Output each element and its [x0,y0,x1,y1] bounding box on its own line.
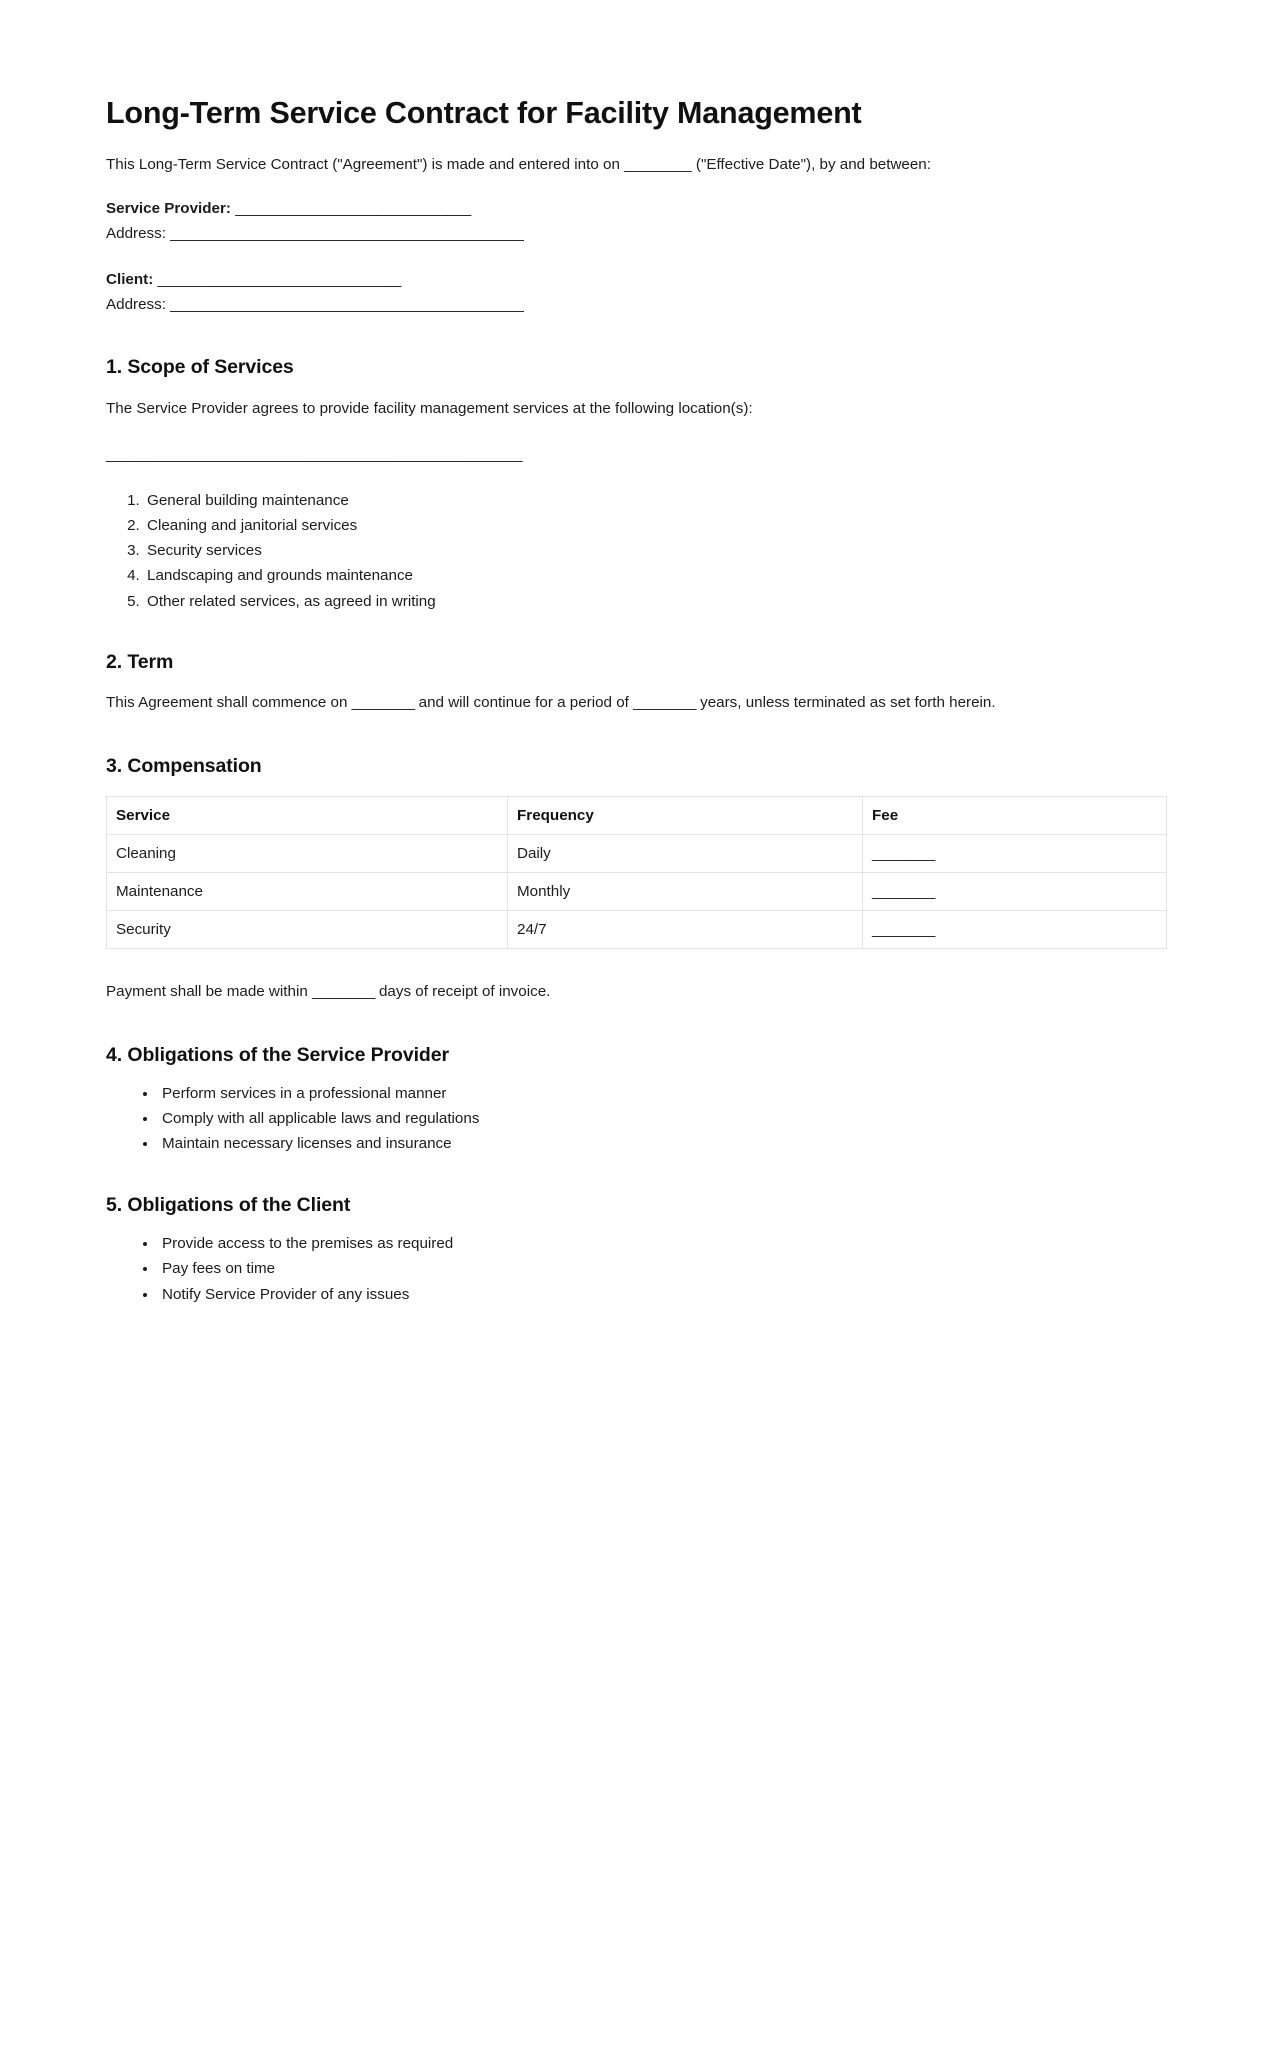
service-provider-address-line [106,223,1166,246]
section-heading-client-obligations: 5. Obligations of the Client [106,1193,351,1216]
table-row [107,873,1167,911]
document-body [106,96,1166,1304]
client-address-label: Address: [106,295,166,313]
section-heading-term: 2. Term [106,650,174,673]
client-block [106,269,1166,316]
cell-fee-blank[interactable]: ________ [863,873,1167,911]
cell-service: Maintenance [107,873,508,911]
service-provider-block [106,198,1166,245]
table-header-row [107,797,1167,835]
scope-location-blank[interactable]: _____________________________________________________ [106,446,522,464]
term-paragraph [106,692,1166,715]
term-commence-blank[interactable]: ________ [351,694,415,712]
term-text-2: and will continue for a period of [414,694,634,712]
cell-service: Cleaning [107,835,508,873]
scope-services-list [106,492,1166,611]
table-row [107,835,1167,873]
cell-fee-blank[interactable]: ________ [863,835,1167,873]
client-obligations-list [106,1235,1166,1304]
scope-intro-paragraph: The Service Provider agrees to provide facility management services at the following location(s): [106,399,753,417]
service-provider-address-blank[interactable]: _____________________________________________ [170,224,524,242]
table-row [107,911,1167,949]
service-provider-blank[interactable]: ______________________________ [235,200,471,218]
cell-frequency: Daily [508,835,863,873]
column-header-fee: Fee [863,797,1167,835]
term-text-1: This Agreement shall commence on [106,694,352,712]
service-provider-label: Service Provider: [106,200,231,218]
provider-obligations-list [106,1085,1166,1154]
service-provider-line [106,198,1166,221]
term-period-blank[interactable]: ________ [633,694,696,712]
list-item: 3. Security services [144,542,1166,560]
list-item: 4. Landscaping and grounds maintenance [144,567,1166,585]
list-item: • Perform services in a professional manner [158,1085,1166,1103]
list-item: • Pay fees on time [158,1260,1166,1278]
payment-paragraph [106,981,1166,1004]
section-heading-provider-obligations: 4. Obligations of the Service Provider [106,1043,449,1066]
client-address-blank[interactable]: _____________________________________________ [170,295,524,313]
client-line [106,269,1166,292]
payment-text-2: days of receipt of invoice. [374,983,551,1001]
list-item: • Maintain necessary licenses and insurance [158,1135,1166,1153]
client-label: Client: [106,271,154,289]
party-spacer [106,247,1166,269]
section-heading-scope: 1. Scope of Services [106,356,294,379]
column-header-frequency: Frequency [508,797,863,835]
list-item: 5. Other related services, as agreed in writing [144,593,1166,611]
cell-fee-blank[interactable]: ________ [863,911,1167,949]
service-provider-address-label: Address: [106,224,166,242]
payment-days-blank[interactable]: ________ [311,983,375,1001]
list-item: • Comply with all applicable laws and regulations [158,1110,1166,1128]
intro-paragraph: This Long-Term Service Contract ("Agreement") is made and entered into on ________ ("Effective Date"), by and between: [106,155,931,173]
page-title: Long-Term Service Contract for Facility Management [106,96,862,130]
cell-frequency: 24/7 [508,911,863,949]
cell-frequency: Monthly [508,873,863,911]
list-item: 2. Cleaning and janitorial services [144,517,1166,535]
column-header-service: Service [107,797,508,835]
client-address-line [106,294,1166,317]
cell-service: Security [107,911,508,949]
list-item: • Provide access to the premises as required [158,1235,1166,1253]
payment-text-1: Payment shall be made within [106,983,312,1001]
term-text-3: years, unless terminated as set forth herein. [695,694,996,712]
section-heading-compensation: 3. Compensation [106,754,262,777]
list-item: • Notify Service Provider of any issues [158,1286,1166,1304]
client-blank[interactable]: _______________________________ [157,271,401,289]
list-item: 1. General building maintenance [144,492,1166,510]
compensation-table [106,796,1167,949]
